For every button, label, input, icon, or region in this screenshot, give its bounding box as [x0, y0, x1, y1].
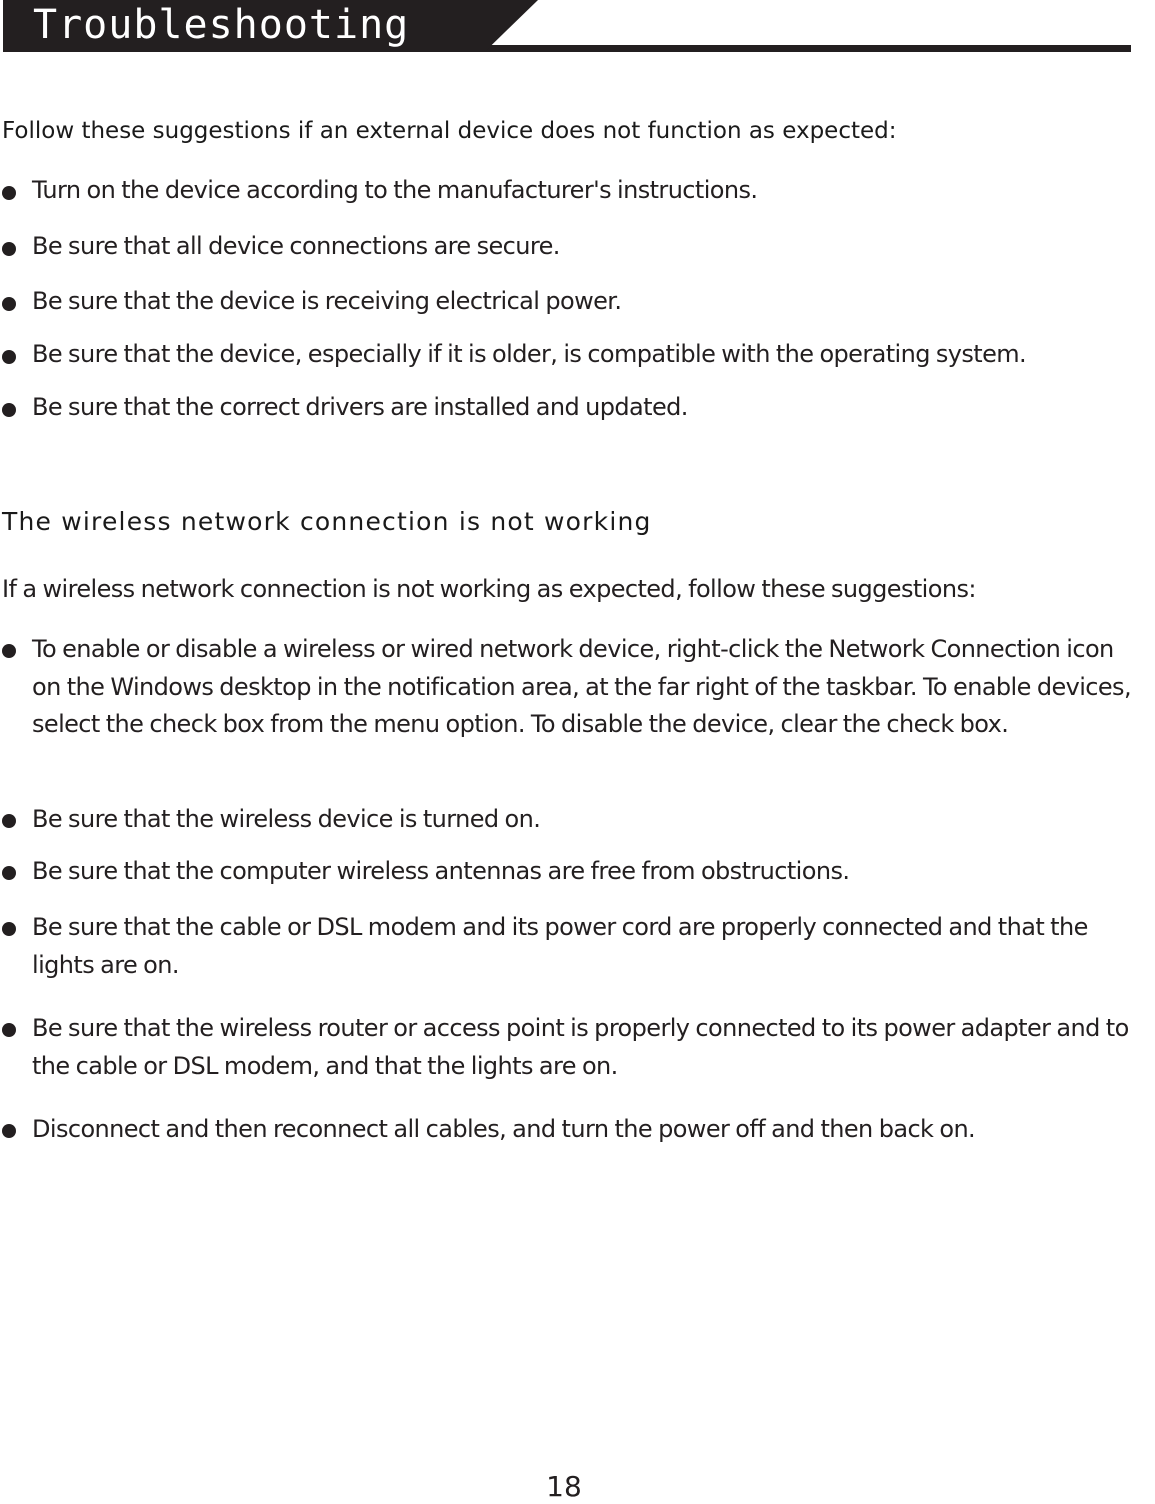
list-item-text: Turn on the device according to the manufacturer's instructions. [32, 176, 758, 204]
external-device-heading: Follow these suggestions if an external device does not function as expected: [2, 118, 897, 144]
bullet-icon [2, 1023, 16, 1037]
page-header [3, 0, 1131, 54]
page-number: 18 [546, 1470, 582, 1503]
bullet-icon [2, 186, 16, 200]
list-item-text: Be sure that the computer wireless antennas are free from obstructions. [32, 857, 850, 885]
list-item-text: Be sure that the device, especially if it is older, is compatible with the operating system. [32, 340, 1027, 368]
list-item-text: Be sure that the wireless router or access point is properly connected to its power adapter and to the cable or DSL modem, and that the lights are on. [32, 1014, 1129, 1080]
list-item-text: Be sure that the wireless device is turned on. [32, 805, 541, 833]
bullet-icon [2, 922, 16, 936]
bullet-icon [2, 297, 16, 311]
list-item-text: Be sure that all device connections are secure. [32, 232, 560, 260]
bullet-icon [2, 403, 16, 417]
list-item-text: Be sure that the cable or DSL modem and its power cord are properly connected and that the lights are on. [32, 913, 1088, 979]
list-item-text: Be sure that the device is receiving electrical power. [32, 287, 622, 315]
list-item-text: Be sure that the correct drivers are installed and updated. [32, 393, 688, 421]
wireless-heading: The wireless network connection is not working [2, 507, 652, 536]
list-item-text: Disconnect and then reconnect all cables, and turn the power off and then back on. [32, 1115, 976, 1143]
bullet-icon [2, 814, 16, 828]
page-title: Troubleshooting [33, 2, 410, 48]
bullet-icon [2, 866, 16, 880]
wireless-intro: If a wireless network connection is not working as expected, follow these suggestions: [2, 575, 976, 603]
bullet-icon [2, 1124, 16, 1138]
bullet-icon [2, 644, 16, 658]
bullet-icon [2, 350, 16, 364]
bullet-icon [2, 242, 16, 256]
list-item-text: To enable or disable a wireless or wired network device, right-click the Network Connection icon on the Windows desktop in the notification area, at the far right of the taskbar. To enable devices, select the check box from the menu option. To disable the device, clear the check box. [32, 635, 1131, 738]
